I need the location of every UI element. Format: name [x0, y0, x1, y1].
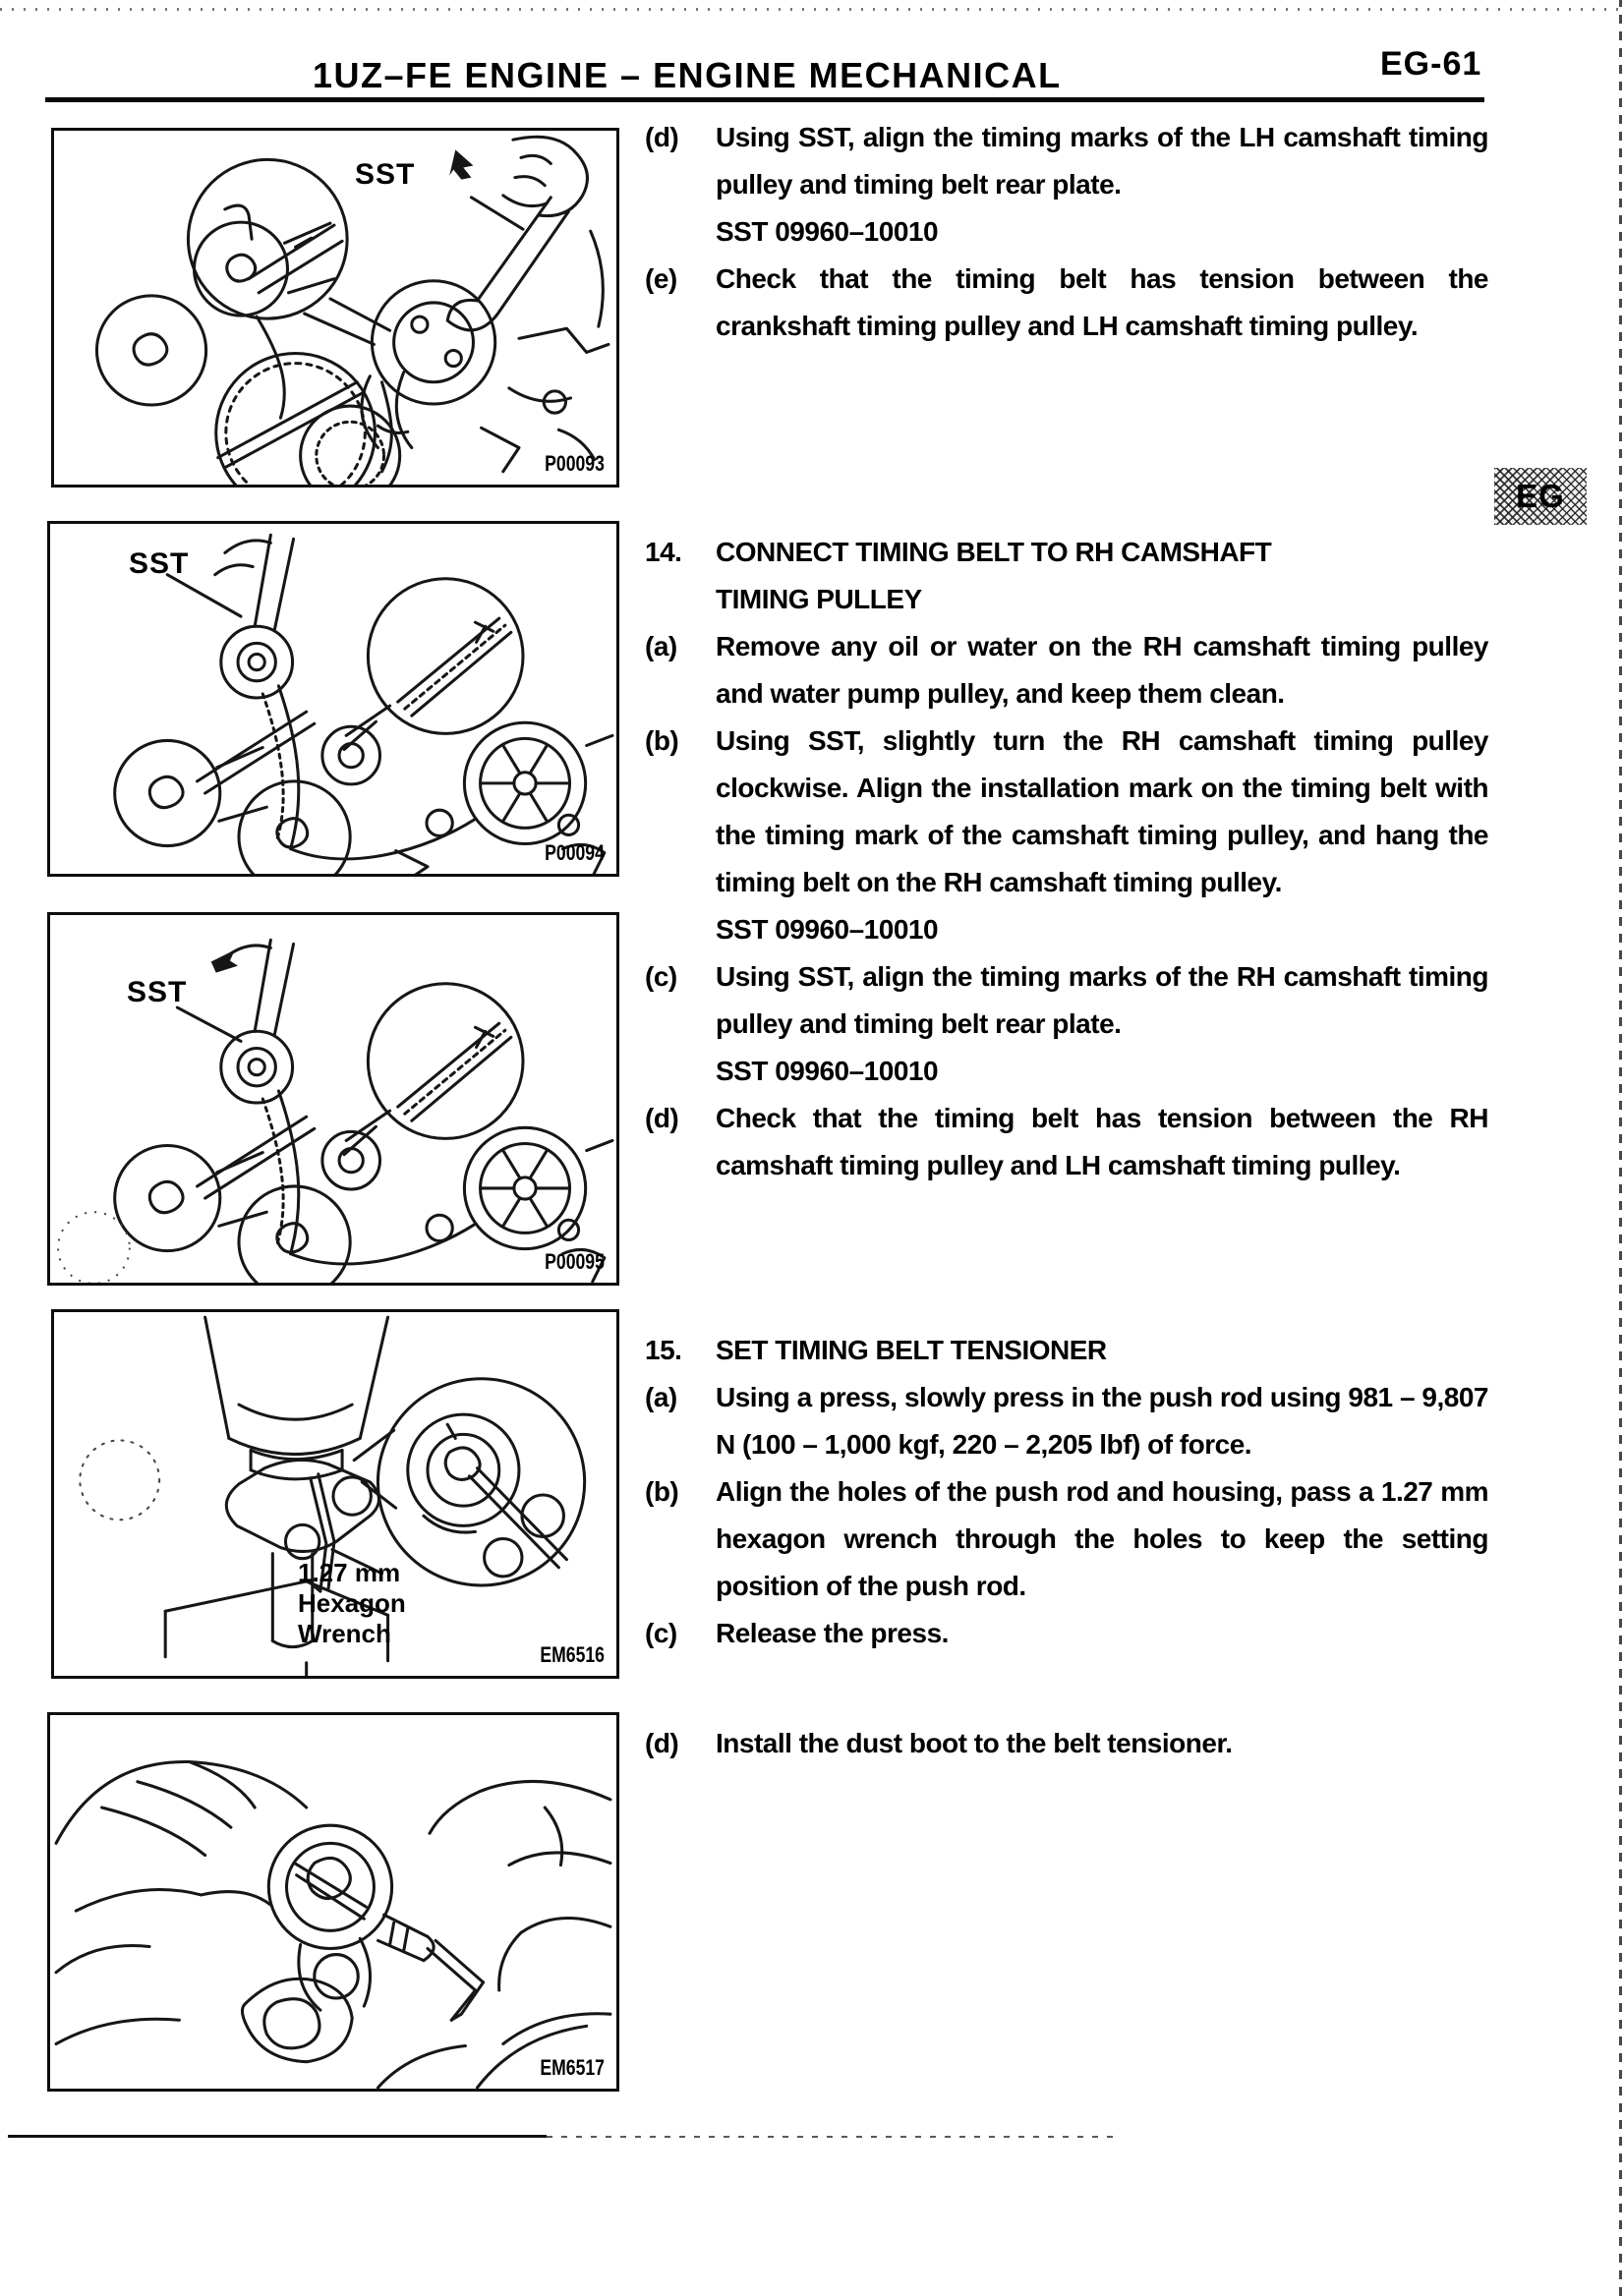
step-item: [645, 1468, 1488, 1610]
figure-code: EM6517: [540, 2055, 605, 2080]
sst-label: SST: [355, 158, 416, 191]
sst-reference: SST 09960–10010: [716, 216, 939, 247]
step-marker: (e): [645, 263, 677, 294]
scan-noise-dots: [0, 8, 1624, 11]
scan-edge-dashes: [1619, 0, 1622, 2296]
step-marker: (a): [645, 1382, 677, 1412]
section-number: 14.: [645, 537, 682, 567]
page-title: 1UZ–FE ENGINE – ENGINE MECHANICAL: [313, 55, 1062, 95]
figure-code: EM6516: [540, 1642, 605, 1667]
figure-code: P00095: [545, 1249, 605, 1274]
section-tab-eg: [1494, 468, 1587, 525]
sst-label: SST: [127, 976, 188, 1008]
header-rule: [45, 97, 1484, 102]
step-marker: (c): [645, 1618, 677, 1648]
step-item: [645, 718, 1488, 953]
step-marker: (d): [645, 1103, 679, 1133]
hexagon-wrench-label: [298, 1558, 406, 1649]
sst-reference: SST 09960–10010: [716, 1056, 939, 1086]
step-text: Using SST, slightly turn the RH camshaft timing pulley clockwise. Align the installation mark on the timing belt with the timing mark of the camshaft timing pulley, and hang the timing belt on the RH camshaft timing pulley.: [716, 725, 1488, 897]
figure-em6517: [47, 1712, 619, 2092]
section-tab-label: EG: [1516, 478, 1565, 514]
section-title: SET TIMING BELT TENSIONER: [716, 1335, 1107, 1365]
figure-p00093: [51, 128, 619, 488]
step-marker: (d): [645, 122, 679, 152]
step-marker: (b): [645, 725, 679, 756]
page-number: EG-61: [1380, 45, 1482, 83]
figure-code: P00094: [545, 840, 605, 865]
step-item: [645, 1095, 1488, 1189]
step-item: [645, 1720, 1488, 1767]
section-number: 15.: [645, 1335, 682, 1365]
section-15: [645, 1327, 1488, 1657]
figure-em6516: [51, 1309, 619, 1679]
hexagon-wrench-label-line: Wrench: [298, 1619, 391, 1648]
step-marker: (d): [645, 1728, 679, 1758]
step-text: Using a press, slowly press in the push rod using 981 – 9,807 N (100 – 1,000 kgf, 220 – 2,205 lbf) of force.: [716, 1382, 1488, 1460]
figure-p00094: [47, 521, 619, 877]
step-group-top: [645, 114, 1488, 350]
step-text: Install the dust boot to the belt tensioner.: [716, 1728, 1233, 1758]
step-text: Check that the timing belt has tension between the crankshaft timing pulley and LH camshaft timing pulley.: [716, 263, 1488, 341]
hexagon-wrench-label-line: 1.27 mm: [298, 1558, 401, 1587]
figure-p00095: [47, 912, 619, 1286]
step-text: Check that the timing belt has tension between the RH camshaft timing pulley and LH camshaft timing pulley.: [716, 1103, 1488, 1180]
step-item: [645, 623, 1488, 718]
step-item: [645, 114, 1488, 256]
step-item: [645, 1610, 1488, 1657]
section-heading: [645, 529, 1488, 623]
scan-bottom-rule-fade: [547, 2136, 1117, 2138]
direction-arrow-icon: [449, 149, 473, 179]
sst-label: SST: [129, 547, 190, 580]
engine-timing-belt-illustration: [54, 131, 616, 485]
figure-code: P00093: [545, 451, 605, 476]
step-text: Align the holes of the push rod and housing, pass a 1.27 mm hexagon wrench through the holes to keep the setting position of the push rod.: [716, 1476, 1488, 1601]
engine-timing-belt-illustration: [50, 915, 616, 1283]
step-marker: (b): [645, 1476, 679, 1507]
dust-boot-install-illustration: [50, 1715, 616, 2089]
step-text: Remove any oil or water on the RH camshaft timing pulley and water pump pulley, and keep them clean.: [716, 631, 1488, 709]
scan-artifact-dotted-circle: [58, 1212, 130, 1283]
section-title: CONNECT TIMING BELT TO RH CAMSHAFT TIMING PULLEY: [716, 537, 1272, 614]
step-text: Using SST, align the timing marks of the RH camshaft timing pulley and timing belt rear plate.: [716, 961, 1488, 1039]
section-heading: [645, 1327, 1488, 1374]
step-item: [645, 1374, 1488, 1468]
section-15-continued: [645, 1720, 1488, 1767]
step-item: [645, 953, 1488, 1095]
scan-bottom-rule: [8, 2135, 547, 2138]
step-marker: (c): [645, 961, 677, 992]
step-marker: (a): [645, 631, 677, 661]
sst-reference: SST 09960–10010: [716, 914, 939, 945]
step-text: Using SST, align the timing marks of the LH camshaft timing pulley and timing belt rear plate.: [716, 122, 1488, 200]
section-14: [645, 529, 1488, 1189]
hexagon-wrench-label-line: Hexagon: [298, 1588, 406, 1618]
step-item: [645, 256, 1488, 350]
step-text: Release the press.: [716, 1618, 949, 1648]
